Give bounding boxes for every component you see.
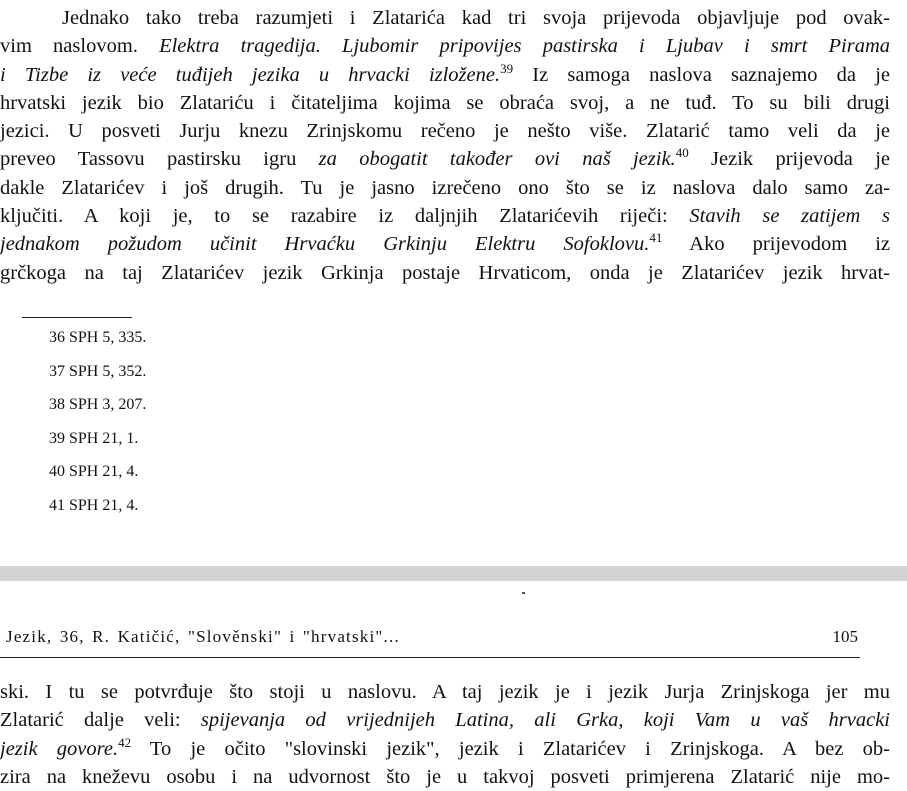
- body-paragraph-top: [0, 4, 890, 287]
- footnote-ref: 42: [118, 734, 132, 750]
- header-rule: [0, 657, 860, 658]
- footnote-ref: 40: [675, 145, 689, 161]
- footnote-39: 39 SPH 21, 1.: [49, 429, 139, 447]
- text-line: [0, 61, 890, 89]
- text-line: [0, 735, 890, 763]
- text-run: Zlatarić dalje veli:: [0, 709, 201, 732]
- footnote-40: 40 SPH 21, 4.: [49, 463, 139, 481]
- text-run: To je očito "slovinski jezik", jezik i Zlatarićev i Zrinjskoga. A bez ob-: [131, 737, 890, 760]
- page-gap: [0, 566, 907, 581]
- text-line: [0, 89, 890, 117]
- footnote-38: 38 SPH 3, 207.: [49, 396, 147, 414]
- italic-quote: jezik govore.: [0, 737, 119, 760]
- text-run: dakle Zlatarićev i još drugih. Tu je jasno izrečeno ono što se iz naslova dalo samo za-: [0, 176, 890, 199]
- footnote-37: 37 SPH 5, 352.: [49, 362, 147, 380]
- text-run: hrvatski jezik bio Zlatariću i čitateljima kojima se obraća svoj, a ne tuđ. To su bili drugi: [0, 91, 890, 114]
- text-line: [0, 32, 890, 60]
- footnote-ref: 41: [649, 230, 663, 246]
- footnote-list: [49, 328, 146, 530]
- text-run: Iz samoga naslova saznajemo da je: [513, 63, 890, 86]
- text-line: [0, 678, 890, 706]
- text-run: ključiti. A koji je, to se razabire iz daljnjih Zlatarićevih riječi:: [0, 205, 690, 228]
- body-paragraph-bottom: [0, 678, 890, 791]
- text-run: grčkoga na taj Zlatarićev jezik Grkinja postaje Hrvaticom, onda je Zlatarićev jezik hrvat-: [0, 261, 890, 284]
- text-run: Jezik prijevoda je: [688, 148, 890, 171]
- text-run: ski. I tu se potvrđuje što stoji u naslovu. A taj jezik je i jezik Jurja Zrinjskoga jer mu: [0, 681, 890, 703]
- text-line: [0, 202, 890, 230]
- text-line: [0, 117, 890, 145]
- text-line: [0, 4, 890, 32]
- italic-quote: za obogatit također ovi naš jezik.: [318, 148, 676, 171]
- text-run: zira na kneževu osobu i na udvornost što je u takvoj posveti primjerena Zlatarić nije mo-: [0, 765, 890, 788]
- text-line: [0, 763, 890, 791]
- text-run: Jednako tako treba razumjeti i Zlatarića kad tri svoja prijevoda objavljuje pod ovak-: [62, 7, 890, 29]
- italic-quote: spijevanja od vrijednijeh Latina, ali Grka, koji Vam u vaš hrvacki: [200, 709, 890, 732]
- italic-quote: Stavih se zatijem s: [689, 205, 890, 228]
- text-line: [0, 259, 890, 287]
- footnote-separator: [22, 317, 132, 318]
- footnote-36: 36 SPH 5, 335.: [49, 329, 147, 346]
- text-line: [0, 230, 890, 258]
- scan-speck: [522, 592, 525, 594]
- text-run: Ako prijevodom iz: [662, 233, 891, 256]
- text-line: [0, 145, 890, 173]
- page-number: 105: [832, 627, 858, 646]
- text-run: jezici. U posveti Jurju knezu Zrinjskomu rečeno je nešto više. Zlatarić tamo veli da je: [0, 120, 890, 143]
- footnote-ref: 39: [500, 60, 514, 76]
- text-run: vim naslovom.: [0, 35, 160, 58]
- text-run: preveo Tassovu pastirsku igru: [0, 148, 319, 171]
- running-head-title: Jezik, 36, R. Katičić, "Slověnski" i "hrvatski"...: [6, 627, 400, 646]
- text-line: [0, 706, 890, 734]
- footnote-41: 41 SPH 21, 4.: [49, 496, 139, 514]
- italic-quote: jednakom požudom učinit Hrvaćku Grkinju Elektru Sofoklovu.: [0, 233, 650, 256]
- text-line: [0, 174, 890, 202]
- italic-quote: i Tizbe iz veće tuđijeh jezika u hrvacki izložene.: [0, 63, 501, 86]
- italic-quote: Elektra tragedija. Ljubomir pripovijes pastirska i Ljubav i smrt Pirama: [159, 35, 890, 58]
